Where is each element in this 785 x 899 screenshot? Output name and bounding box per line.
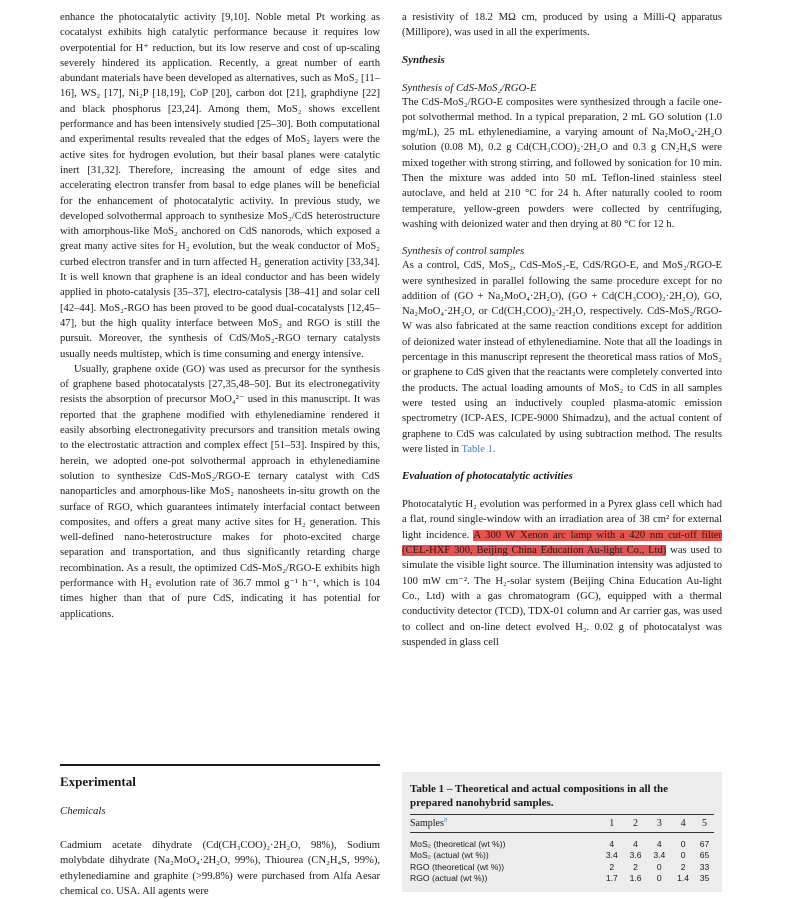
table-cell: 67 — [699, 838, 710, 849]
table-row — [410, 873, 714, 885]
right-column — [402, 10, 722, 650]
table-header-cell: 4 — [671, 815, 695, 833]
table-cell: 3.4 — [653, 850, 666, 860]
section-rule — [60, 764, 380, 766]
table-cell: MoS₂ (theoretical (wt %)) — [410, 838, 506, 849]
table-row — [410, 839, 714, 851]
table-cell: 1.6 — [629, 873, 642, 883]
table-cell: 4 — [656, 838, 662, 849]
table-header-row — [410, 815, 714, 833]
table-cell: 2 — [680, 861, 686, 872]
table-cell: 3.4 — [605, 850, 618, 860]
table-row — [410, 862, 714, 874]
experimental-section — [60, 774, 380, 899]
table-cell: 2 — [609, 861, 615, 872]
table-1-caption: Table 1 – Theoretical and actual compositions in all the prepared nanohybrid samples. — [410, 783, 669, 809]
synthesis-subheading-2: Synthesis of control samples — [402, 245, 525, 258]
table-row — [410, 850, 714, 862]
table-cell: 0 — [680, 838, 686, 849]
evaluation-text — [402, 497, 722, 650]
table-cell: 4 — [609, 838, 615, 849]
intro-paragraph-2: Usually, graphene oxide (GO) was used as precursor for the synthesis of graphene based photocatalysts [27,35,48–50]. But its electronegativity resists the absorption of precursor MoO₄²⁻ used in this manuscript. It was reported that the graphene modified with ethylenediamine rendered it easily absorbing electronegativity precursors and transition metals owing to the electrostatic attraction and complex effect [51–53]. Inspired by this, herein, we adopted one-pot solvothermal approach in ethylenediamine solution to synthesize CdS-MoS₂/RGO-E ternary catalyst with CdS nanoparticles and amorphous-like MoS₂ nanosheets in-situ growth on the surface of RGO, which guarantees intimately interfacial contact between composites, and offers a great many active sites for H₂ generation. This well-defined nano-heterostructure makes for photo-excited charge separation and transportation, and thus significantly retarding charge recombination. As a result, the optimized CdS-MoS₂/RGO-E exhibits high performance with H₂ evolution rate of 36.7 mmol g⁻¹ h⁻¹, which is 104 times higher than that of pure CdS, indicating it has potential for applications. — [60, 363, 380, 620]
table-cell: MoS₂ (actual (wt %)) — [410, 850, 489, 860]
table-cell: RGO (theoretical (wt %)) — [410, 861, 505, 872]
experimental-heading: Experimental — [60, 774, 136, 789]
table-cell: 0 — [656, 861, 662, 872]
synthesis-text-2 — [402, 258, 722, 457]
table-cell: 1.4 — [677, 873, 690, 883]
table-1 — [402, 772, 722, 892]
left-column — [60, 10, 380, 622]
evaluation-text-a: Photocatalytic H₂ evolution was performed in a Pyrex glass cell which had a flat, round single-window with an irradiation area of 38 cm² for external light incidence. — [402, 499, 722, 541]
table-cell: 4 — [633, 838, 638, 849]
synthesis-subheading-1: Synthesis of CdS-MoS₂/RGO-E — [402, 81, 537, 94]
table-cell: 1.7 — [605, 873, 618, 883]
chemicals-text: Cadmium acetate dihydrate (Cd(CH₃COO)₂·2H₂O, 98%), Sodium molybdate dihydrate (Na₂MoO₄·2H₂O, 99%), Thiourea (CN₂H₄S, 99%), ethylenediamine and graphite (>99.8%) were purchased from Alfa Aesar chemical co. USA. All agents were — [60, 840, 380, 897]
table-header-cell: 5 — [695, 815, 714, 833]
table-cell: 33 — [699, 861, 710, 872]
table-cell: 0 — [656, 873, 662, 883]
table-cell: 65 — [699, 850, 710, 860]
chemicals-heading: Chemicals — [60, 805, 106, 817]
table-cell: 0 — [680, 850, 686, 860]
table-header-cell: 1 — [600, 815, 624, 833]
synthesis-text-2-body: As a control, CdS, MoS₂, CdS-MoS₂-E, CdS/RGO-E, and MoS₂/RGO-E were synthesized in parallel following the same procedure except for no addition of (GO + Na₂MoO₄·2H₂O), (GO + Cd(CH₃COO)₂·2H₂O), GO, Na₂MoO₄·2H₂O, or Cd(CH₃COO)₂·2H₂O, respectively. CdS-MoS₂/RGO-W was also fabricated at the same reaction conditions except for addition of deionized water instead of ethylenediamine. Note that all the loadings in percentage in this manuscript represent the theoretical mass ratios of MoS₂ or graphene to CdS given that the reactants were completely converted into the products. The actual loading amounts of MoS₂ to CdS in all samples were tested using an inductively coupled plasma-atomic emission spectrometry (ICP-AES, ICPE-9000 Shimadzu), and the actual content of graphene to CdS was calculated by using subtraction method. The results were listed in — [402, 260, 722, 455]
table-1-link[interactable]: Table 1. — [461, 443, 496, 455]
water-paragraph: a resistivity of 18.2 MΩ cm, produced by using a Milli-Q apparatus (Millipore), was used in all the experiments. — [402, 12, 722, 39]
synthesis-text-1: The CdS-MoS₂/RGO-E composites were synthesized through a facile one-pot solvothermal method. In a typical preparation, 2 mL GO solution (1.0 mg/mL), 25 mL ethylenediamine, a varying amount of Na₂MoO₄·2H₂O solution (0.08 M), 0.2 g Cd(CH₃COO)₂·2H₂O and 0.3 g CN₂H₄S were mixed together with strong stirring, and followed by sonication for 10 min. Then the mixture was added into 50 mL Teflon-lined stainless steel autoclave, and held at 210 °C for 24 h. After naturally cooled to room temperature, yellow-green powders were collected by centrifuging, washing with deionized water and then drying at 80 °C for 12 h. — [402, 96, 722, 230]
table-cell: 35 — [699, 873, 710, 883]
table-cell: RGO (actual (wt %)) — [410, 873, 488, 883]
intro-paragraph-1: enhance the photocatalytic activity [9,10]. Noble metal Pt working as cocatalyst exhibits high catalytic performance because it requires low overpotential for H⁺ reduction, but its low reserve and cost of up-scaling severely hindered its application. Recently, a great number of earth abundant materials have been developed as alternatives, such as MoS₂ [11–16], WS₂ [17], Ni₂P [18,19], CoP [20], carbon dot [21], graphdiyne [22] and black phosphorus [23,24]. Among them, MoS₂ shows excellent performance and has been intensively studied [25–30]. Both computational and experimental results revealed that the edges of MoS₂ layers were the active sites for hydrogen evolution, but their basal planes were catalytic inert [31,32]. Therefore, increasing the amount of edge sites and accelerating electron transfer from basal to edge planes will be beneficial for the enhancement of photocatalytic activity. In previous study, we developed solvothermal approach to synthesize MoS₂/CdS heterostructure with amorphous-like MoS₂ anchored on CdS nanorods, which exposed a great many active sites for H₂ evolution, but the weak conductor of MoS₂ curbed electron transfer and in turn affected H₂ generation activity [33,34]. It is well known that graphene is an ideal conductor and has been widely applied in photo-catalysis [35–37], electro-catalysis [38–41] and solar cell [42–44]. MoS₂-RGO has been proved to be good dual-cocatalysts [12,45–47], but the high quality interface between MoS₂ and RGO is still the pursuit. Moreover, the synthesis of CdS/MoS₂-RGO ternary catalysts usually needs multistep, which is time consuming and energy intensive. — [60, 12, 380, 360]
table-header-cell: 2 — [624, 815, 648, 833]
table-header-cell: Samples$^a$ — [410, 815, 600, 833]
table-1-grid — [410, 814, 714, 885]
table-cell: 3.6 — [629, 850, 642, 860]
table-header-cell: 3 — [647, 815, 671, 833]
evaluation-text-b: was used to simulate the visible light source. The illumination intensity was adjusted to 100 mW cm⁻². The H₂-solar system (Beijing China Education Au-light Co., Ltd) with a gas chromatogram (GC), equipped with a thermal conductivity detector (TCD), TDX-01 column and Ar carrier gas, was used to collect and on-line detect evolved H₂. 0.02 g of photocatalyst was suspended in glass cell — [402, 545, 722, 648]
table-cell: 2 — [633, 861, 638, 872]
synthesis-heading: Synthesis — [402, 53, 445, 66]
evaluation-heading: Evaluation of photocatalytic activities — [402, 470, 573, 483]
highlighted-lamp-text: A 300 W Xenon arc lamp with a 420 nm cut-off filter (CEL-HXF 300, Beijing China Education Au-light Co., Ltd) — [402, 529, 722, 557]
